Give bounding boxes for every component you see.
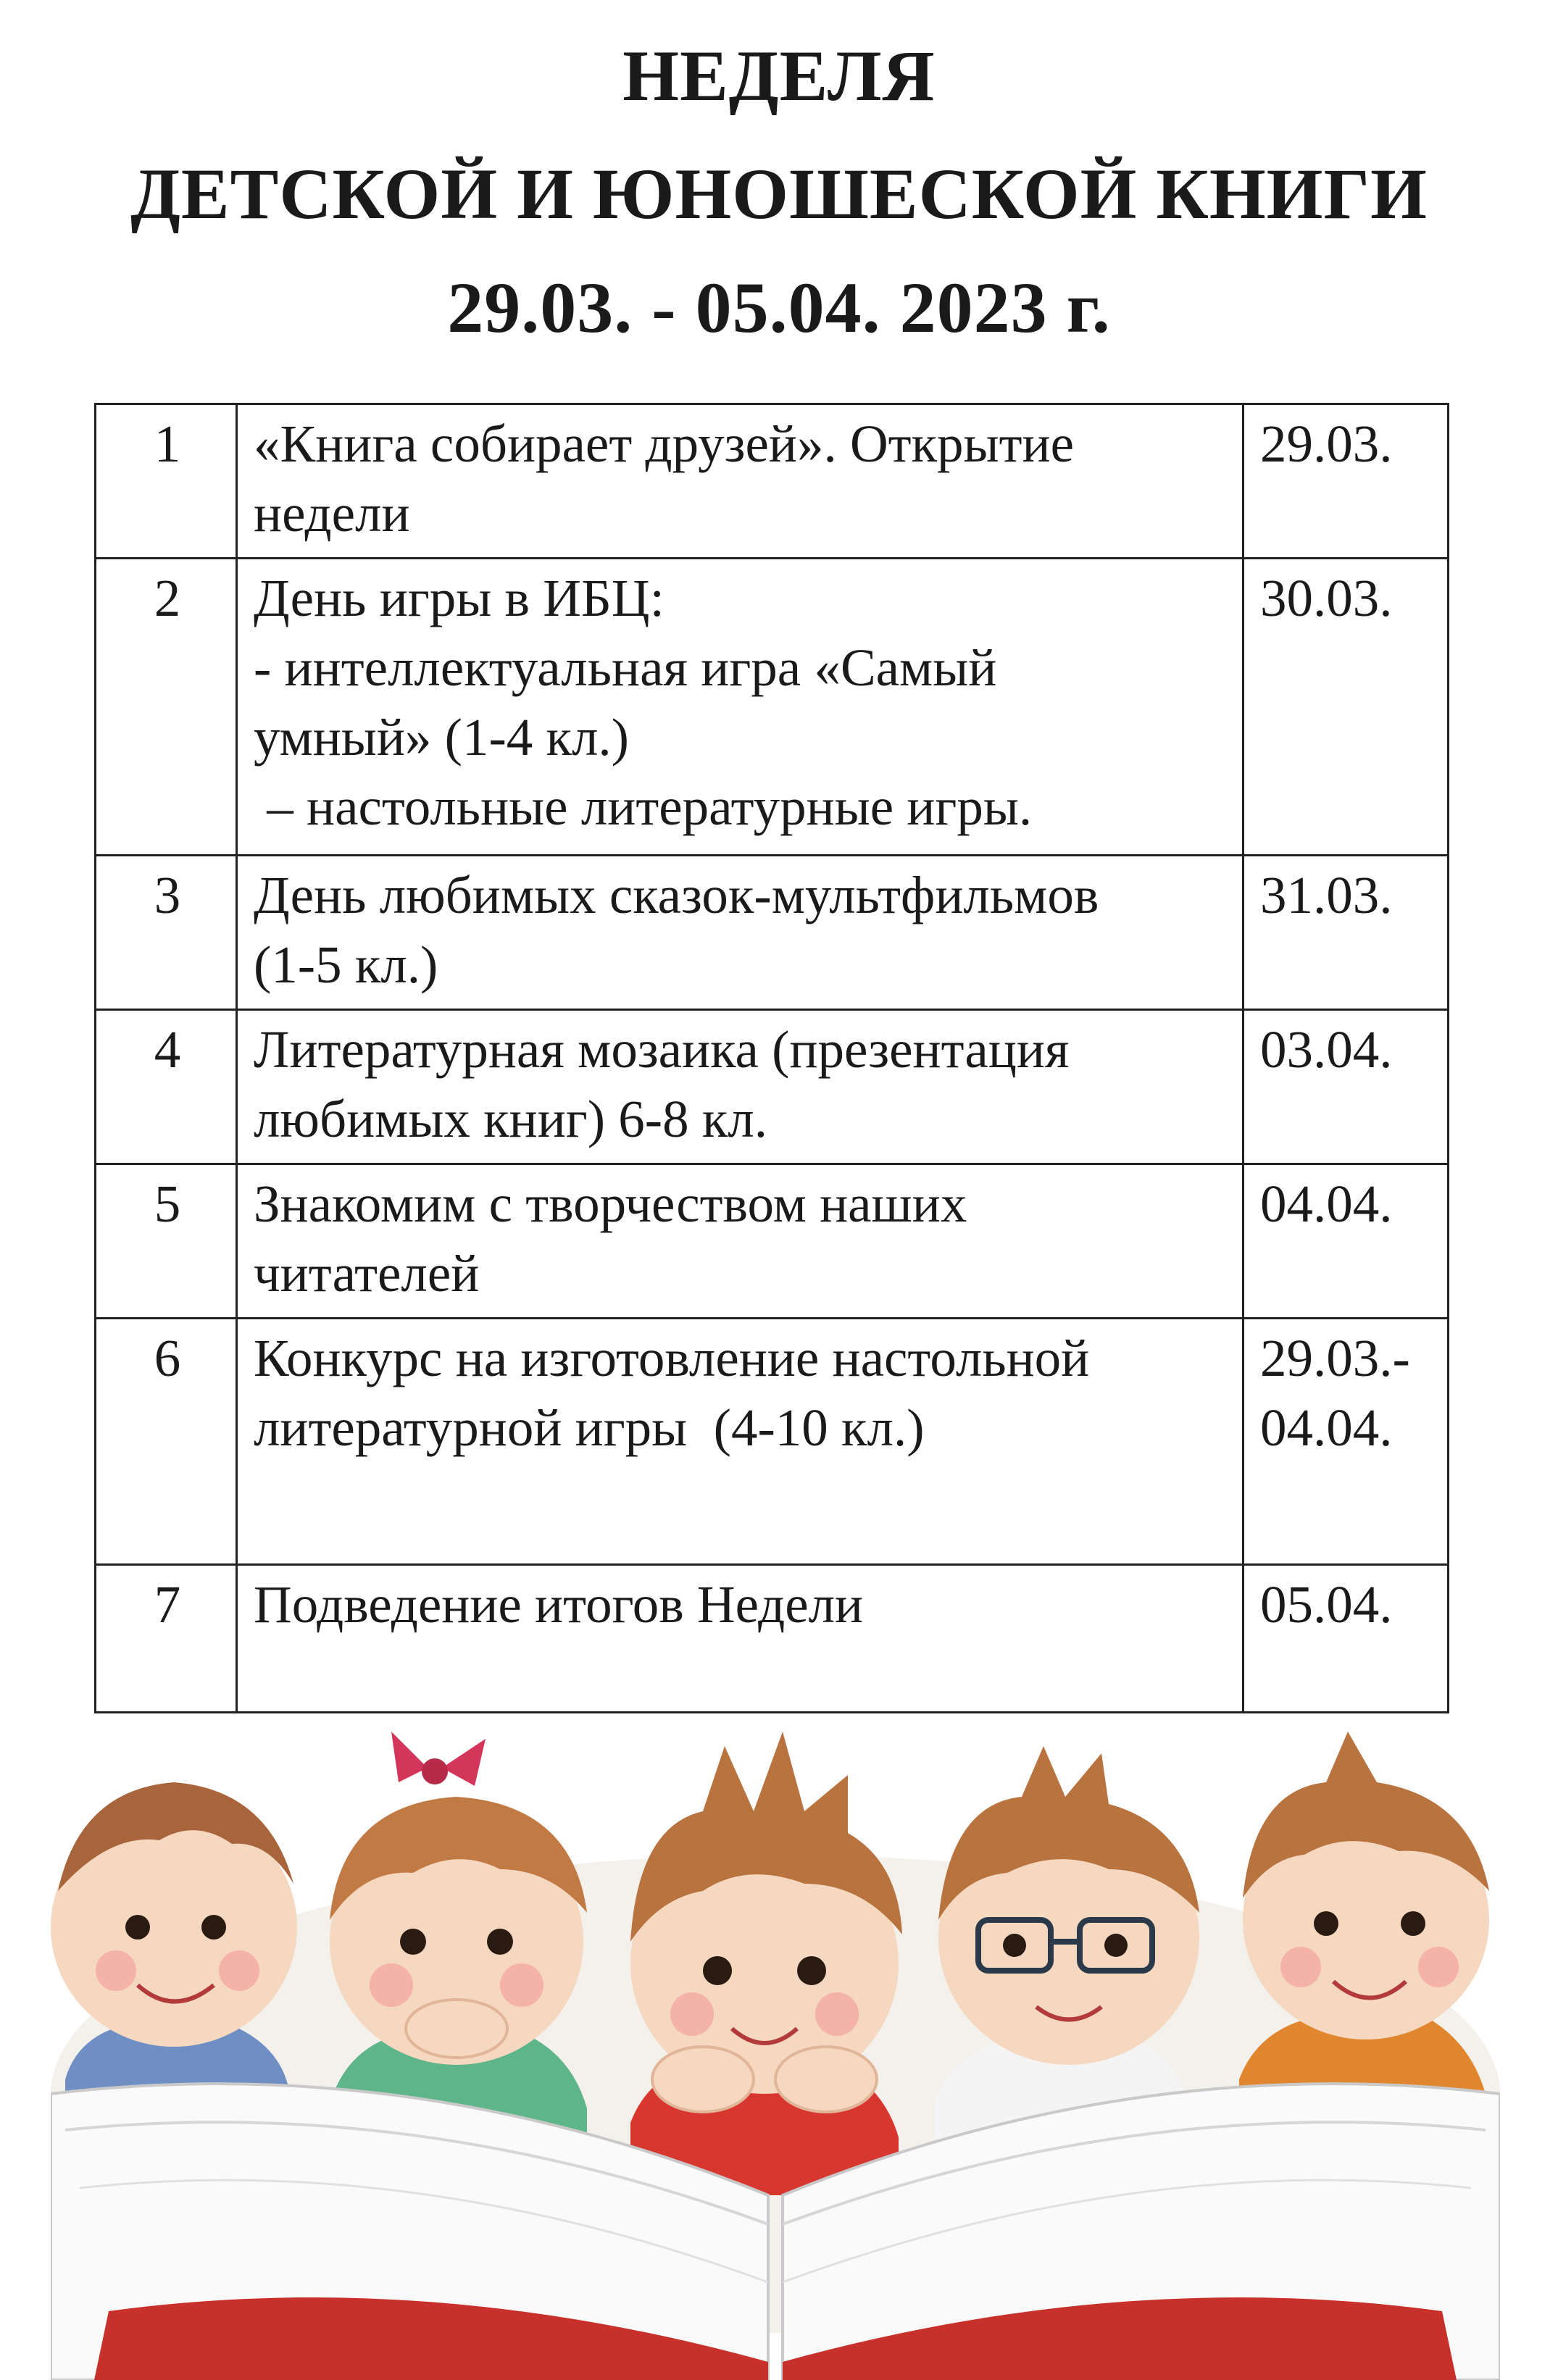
- children-reading-book-illustration: [51, 1688, 1500, 2380]
- event-text-line: литературной игры (4-10 кл.): [254, 1398, 925, 1457]
- event-description: [237, 404, 1244, 559]
- row-number: 1: [96, 404, 237, 559]
- page-title-dates: 29.03. - 05.04. 2023 г.: [447, 267, 1111, 348]
- event-text-line: День игры в ИБЦ:: [254, 569, 665, 627]
- event-date-line: 31.03.: [1260, 866, 1393, 924]
- row-number: 7: [96, 1565, 237, 1713]
- event-text-line: День любимых сказок-мультфильмов: [254, 866, 1099, 924]
- event-date-line: 30.03.: [1260, 569, 1393, 627]
- event-date: [1244, 1010, 1449, 1164]
- event-date: [1244, 856, 1449, 1010]
- event-text-line: «Книга собирает друзей». Открытие: [254, 414, 1074, 473]
- event-text-line: - интеллектуальная игра «Самый: [254, 638, 997, 697]
- row-number: 2: [96, 559, 237, 856]
- table-row: [96, 404, 1449, 559]
- event-date: [1244, 559, 1449, 856]
- event-text-line: умный» (1-4 кл.): [254, 708, 629, 767]
- event-date-line: 05.04.: [1260, 1575, 1393, 1634]
- event-description: [237, 1319, 1244, 1565]
- event-description: [237, 559, 1244, 856]
- event-date: [1244, 1319, 1449, 1565]
- table-row: [96, 559, 1449, 856]
- event-date: [1244, 1164, 1449, 1319]
- child-figure: [630, 1732, 902, 2195]
- event-date-line: 04.04.: [1260, 1398, 1393, 1457]
- event-text-line: любимых книг) 6-8 кл.: [254, 1090, 767, 1148]
- event-text-line: Литературная мозаика (презентация: [254, 1020, 1070, 1079]
- event-date-line: 29.03.-: [1260, 1329, 1410, 1387]
- table-row: [96, 1164, 1449, 1319]
- table-row: [96, 1319, 1449, 1565]
- table-row: [96, 856, 1449, 1010]
- page-title-line-2: ДЕТСКОЙ И ЮНОШЕСКОЙ КНИГИ: [130, 154, 1428, 234]
- event-date: [1244, 404, 1449, 559]
- event-text-line: недели: [254, 484, 410, 543]
- page-title-line-1: НЕДЕЛЯ: [622, 36, 936, 116]
- event-text-line: (1-5 кл.): [254, 935, 438, 994]
- row-number: 3: [96, 856, 237, 1010]
- row-number: 6: [96, 1319, 237, 1565]
- event-text-line: читателей: [254, 1244, 480, 1303]
- row-number: 5: [96, 1164, 237, 1319]
- event-text-line: Знакомим с творчеством наших: [254, 1174, 967, 1233]
- table-row: [96, 1010, 1449, 1164]
- event-date-line: 03.04.: [1260, 1020, 1393, 1079]
- row-number: 4: [96, 1010, 237, 1164]
- schedule-table: [94, 403, 1449, 1713]
- event-date-line: 04.04.: [1260, 1174, 1393, 1233]
- event-date-line: 29.03.: [1260, 414, 1393, 473]
- event-text-line: Подведение итогов Недели: [254, 1575, 864, 1634]
- event-text-line: – настольные литературные игры.: [254, 777, 1033, 836]
- event-text-line: Конкурс на изготовление настольной: [254, 1329, 1090, 1387]
- event-description: [237, 856, 1244, 1010]
- event-description: [237, 1164, 1244, 1319]
- event-description: [237, 1010, 1244, 1164]
